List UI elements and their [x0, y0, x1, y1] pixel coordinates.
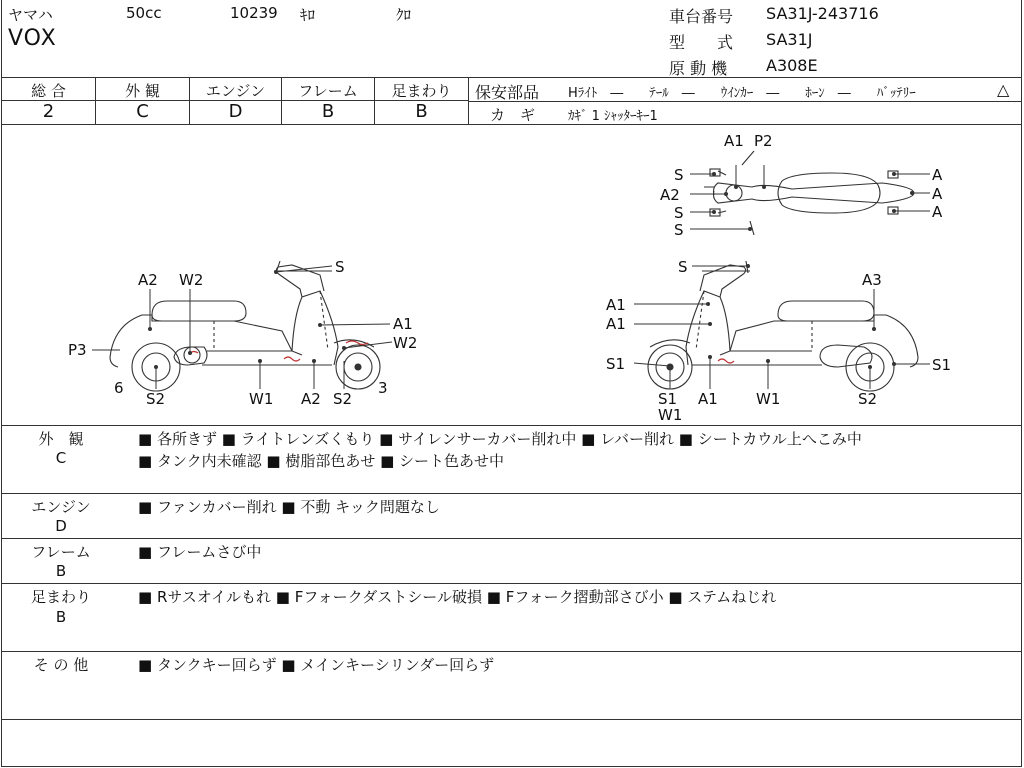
- note-text-engine: ■ ファンカバー削れ ■ 不動 キック問題なし: [138, 498, 440, 516]
- safety-items: Hﾗｲﾄ ― ﾃｰﾙ ― ｳｲﾝｶｰ ― ﾎｰﾝ ― ﾊﾞｯﾃﾘｰ: [568, 86, 916, 101]
- engine-label: 原 動 機: [669, 59, 728, 78]
- note-text-exterior-1: ■ 各所きず ■ ライトレンズくもり ■ サイレンサーカバー削れ中 ■ レバー削れ ■ シートカウル上へこみ中: [138, 430, 862, 448]
- note-label-suspension: 足まわり: [30, 588, 91, 606]
- diagram-label: S: [674, 166, 684, 184]
- grade-value-exterior: C: [136, 101, 149, 122]
- model-name: VOX: [8, 26, 57, 51]
- divider: [2, 493, 1022, 494]
- diagram-label: A1: [698, 390, 718, 408]
- inspection-sheet: [1, 0, 1022, 767]
- grade-label-exterior: 外 観: [125, 82, 160, 100]
- diagram-label: W2: [179, 271, 204, 289]
- diagram-label: S2: [858, 390, 878, 408]
- diagram-label: A1: [393, 315, 413, 333]
- note-label-exterior: 外 観: [38, 430, 84, 448]
- note-grade-frame: B: [55, 562, 67, 580]
- type-label: 型 式: [669, 33, 734, 52]
- diagram-label: S: [678, 258, 688, 276]
- grade-value-suspension: B: [415, 101, 428, 122]
- diagram-label: P3: [68, 341, 87, 359]
- frame-no-label: 車台番号: [669, 7, 734, 26]
- note-text-exterior-2: ■ タンク内未確認 ■ 樹脂部色あせ ■ シート色あせ中: [138, 452, 505, 470]
- type-value: SA31J: [766, 30, 813, 49]
- frame-no: SA31J-243716: [766, 4, 879, 23]
- diagram-label: S1: [606, 355, 626, 373]
- diagram-label: 6: [114, 379, 124, 397]
- grade-value-frame: B: [321, 101, 335, 122]
- note-label-other: そ の 他: [33, 656, 89, 674]
- safety-label: 保安部品: [475, 83, 540, 102]
- diagram-label: A3: [862, 271, 882, 289]
- diagram-label: S2: [146, 390, 166, 408]
- damage-diagram: [2, 125, 1022, 425]
- diagram-label: A1: [606, 296, 626, 314]
- grade-label-overall: 総 合: [31, 82, 66, 100]
- note-text-other: ■ タンクキー回らず ■ メインキーシリンダー回らず: [138, 656, 495, 674]
- battery-status: △: [997, 80, 1010, 99]
- divider: [468, 77, 469, 124]
- divider: [2, 719, 1022, 720]
- note-text-frame: ■ フレームさび中: [138, 543, 262, 561]
- diagram-label: W1: [249, 390, 274, 408]
- left-damage-labels: [68, 258, 417, 408]
- displacement: 50cc: [126, 4, 162, 22]
- divider: [2, 425, 1022, 426]
- diagram-label: A: [932, 203, 943, 221]
- note-grade-suspension: B: [55, 608, 67, 626]
- mileage-unit: ｷﾛ: [300, 6, 316, 24]
- diagram-label: A: [932, 166, 943, 184]
- divider: [2, 538, 1022, 539]
- maker: ヤマハ: [8, 6, 53, 24]
- diagram-label: 3: [378, 379, 388, 397]
- engine-value: A308E: [766, 56, 818, 75]
- divider: [2, 651, 1022, 652]
- grade-value-overall: 2: [42, 101, 55, 122]
- diagram-label: P2: [754, 132, 773, 150]
- note-label-frame: フレーム: [31, 543, 91, 561]
- diagram-label: A2: [660, 186, 680, 204]
- diagram-label: A: [932, 185, 943, 203]
- diagram-label: A2: [138, 271, 158, 289]
- diagram-label: S2: [333, 390, 353, 408]
- diagram-label: S1: [932, 356, 952, 374]
- grade-label-frame: フレーム: [298, 82, 358, 100]
- diagram-label: A1: [606, 315, 626, 333]
- note-grade-engine: D: [55, 517, 67, 535]
- diagram-label: A2: [301, 390, 321, 408]
- divider: [2, 583, 1022, 584]
- diagram-label: S1: [658, 390, 678, 408]
- divider: [468, 101, 1022, 102]
- divider: [2, 77, 1022, 78]
- color: ｸﾛ: [396, 6, 412, 24]
- note-grade-exterior: C: [55, 449, 67, 467]
- grade-value-engine: D: [228, 101, 243, 122]
- diagram-label: W2: [393, 334, 418, 352]
- diagram-label: S: [674, 221, 684, 239]
- scooter-top-view: [704, 151, 914, 235]
- diagram-label: S: [674, 204, 684, 222]
- key-value: ｶｷﾞ 1 ｼｬｯﾀｰｷｰ1: [568, 109, 658, 124]
- diagram-label: A1: [724, 132, 744, 150]
- diagram-label: W1: [756, 390, 781, 408]
- grade-label-suspension: 足まわり: [391, 82, 452, 100]
- diagram-label: S: [335, 258, 345, 276]
- grade-label-engine: エンジン: [205, 82, 266, 100]
- mileage: 10239: [230, 4, 278, 22]
- diagram-label: W1: [658, 406, 683, 424]
- right-damage-labels: [606, 132, 951, 424]
- key-label: カ ギ: [490, 106, 536, 124]
- note-text-suspension: ■ Rサスオイルもれ ■ Fフォークダストシール破損 ■ Fフォーク摺動部さび小 ■ ステムねじれ: [138, 588, 777, 606]
- note-label-engine: エンジン: [31, 498, 91, 516]
